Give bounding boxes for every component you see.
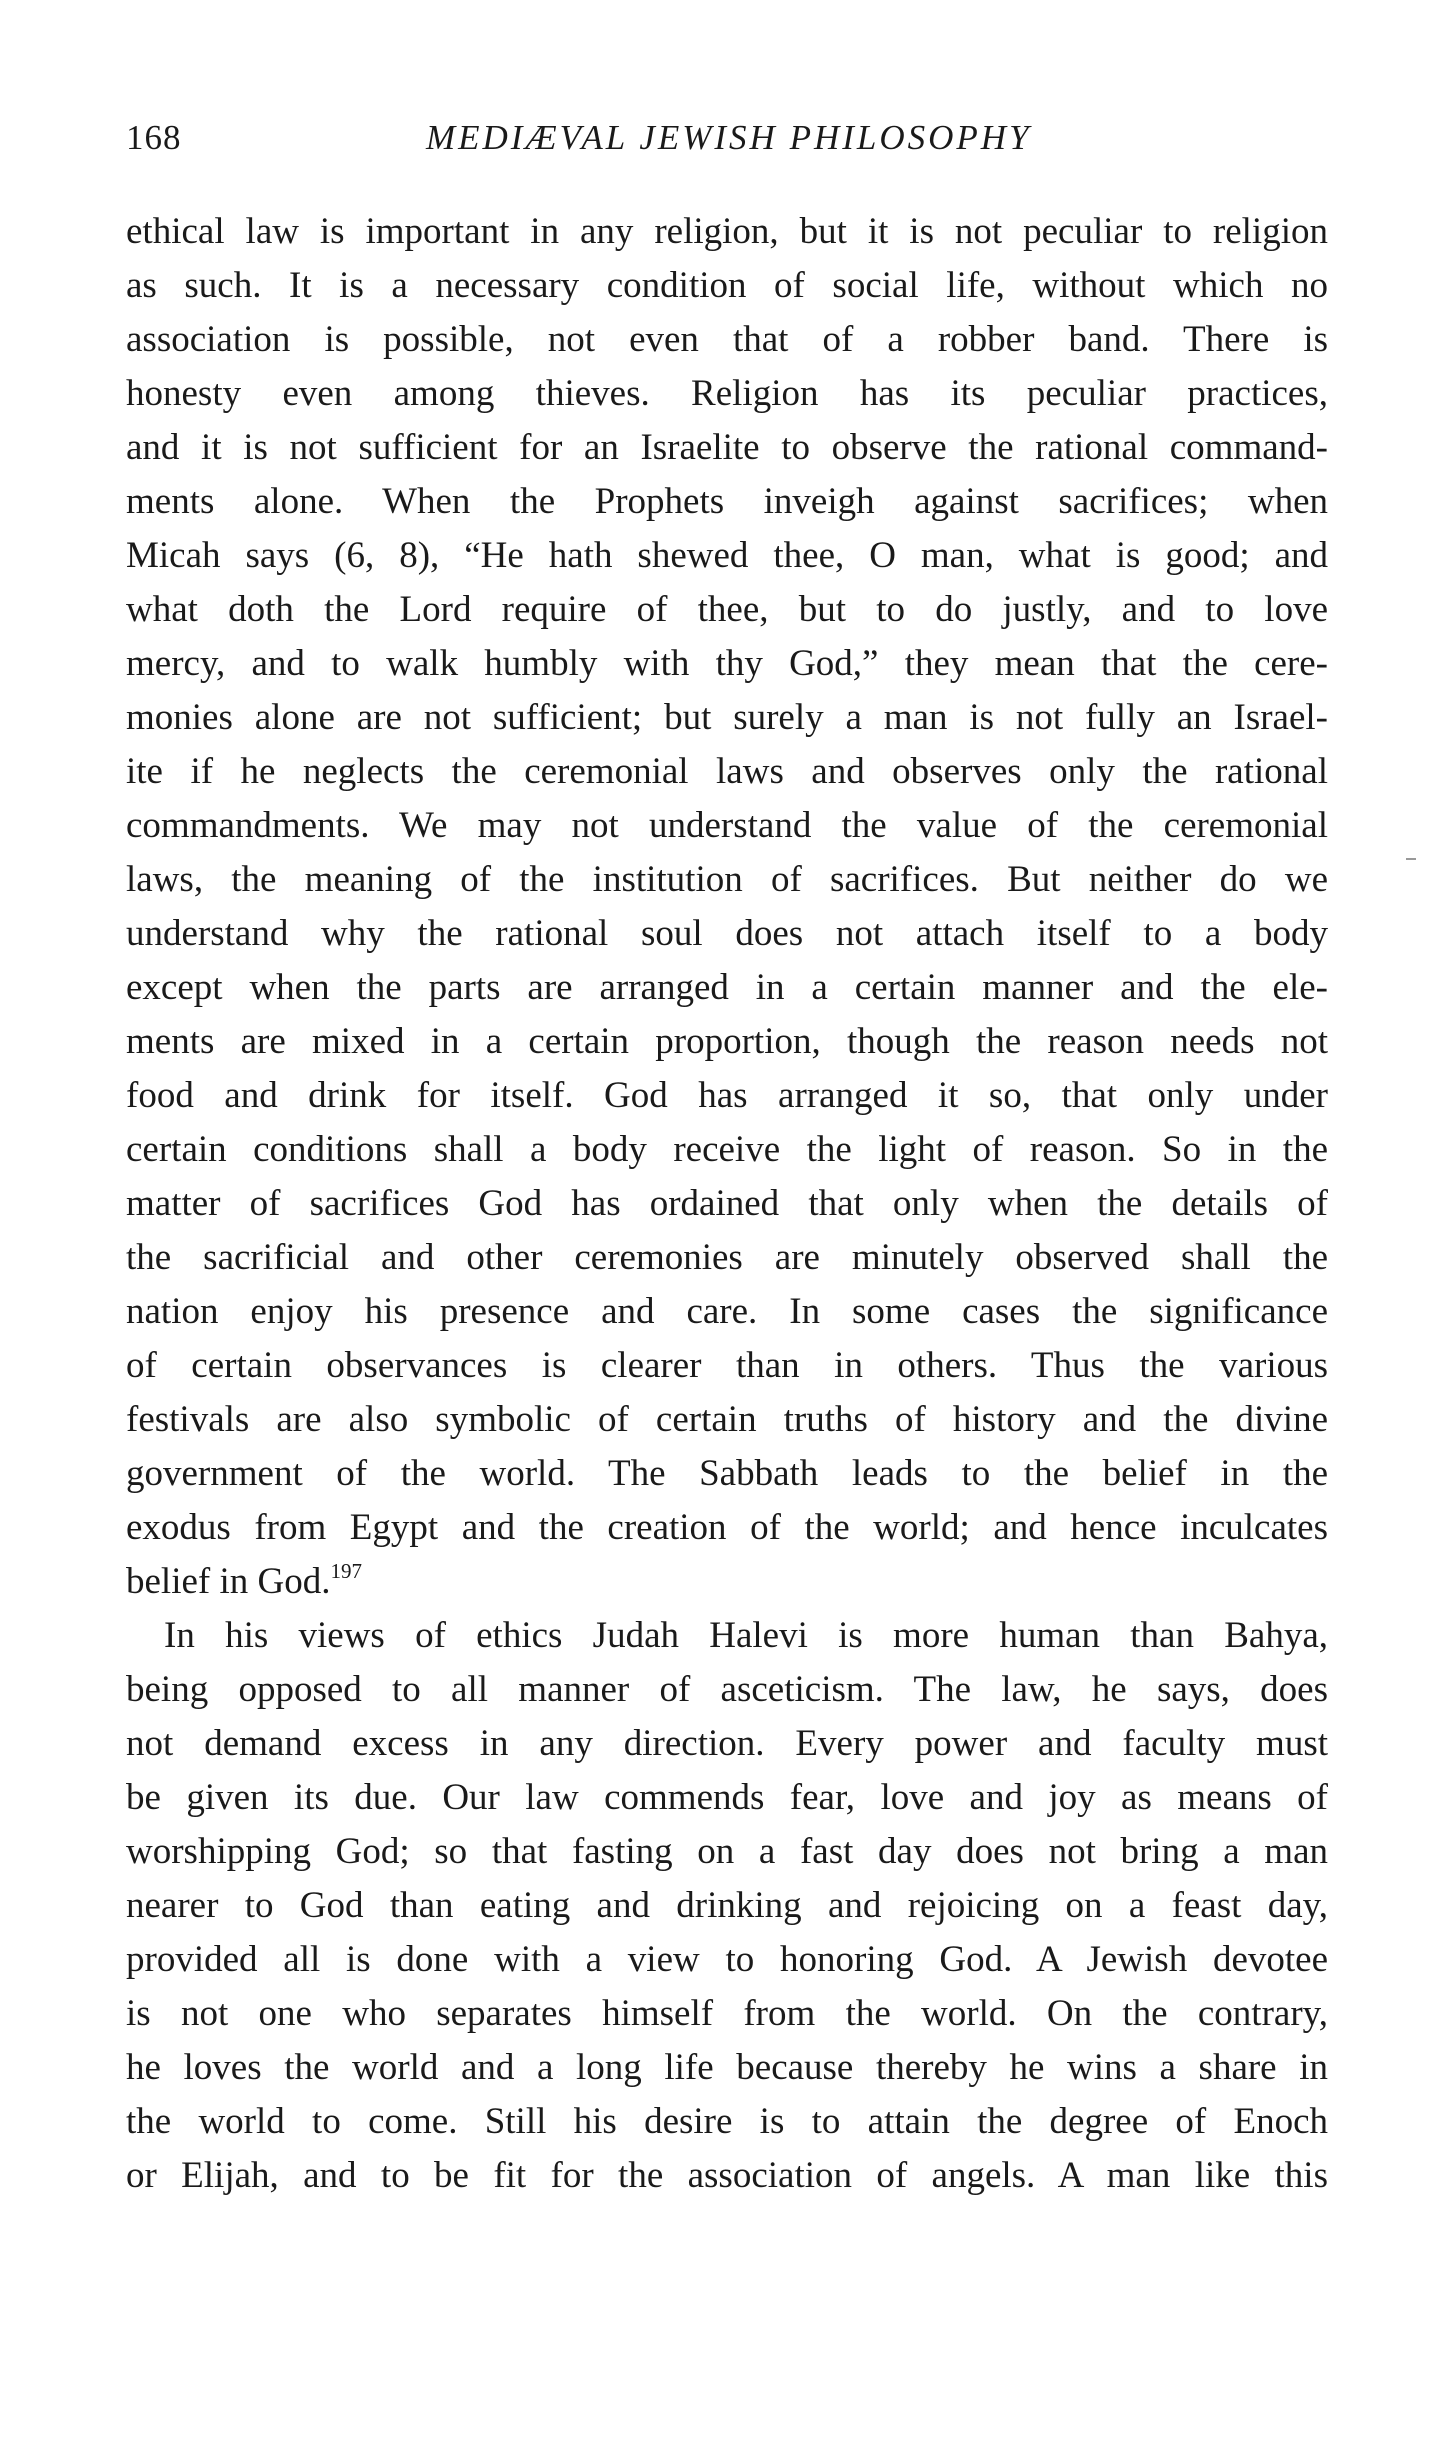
text-line: certain conditions shall a body receive the light of reason. So in the — [126, 1129, 1328, 1170]
text-line: as such. It is a necessary condition of social life, without which no — [126, 265, 1328, 306]
margin-mark — [1406, 858, 1416, 860]
text-line: In his views of ethics Judah Halevi is more human than Bahya, — [164, 1615, 1328, 1656]
body-text — [126, 205, 1328, 2203]
text-line: provided all is done with a view to honoring God. A Jewish devotee — [126, 1939, 1328, 1980]
text-line: ethical law is important in any religion, but it is not peculiar to religion — [126, 211, 1328, 252]
text-line: being opposed to all manner of asceticism. The law, he says, does — [126, 1669, 1328, 1710]
text-line: or Elijah, and to be fit for the association of angels. A man like this — [126, 2155, 1328, 2196]
text-line: he loves the world and a long life because thereby he wins a share in — [126, 2047, 1328, 2088]
text-line: the sacrificial and other ceremonies are minutely observed shall the — [126, 1237, 1328, 1278]
page-number: 168 — [126, 118, 182, 157]
text-line: festivals are also symbolic of certain truths of history and the divine — [126, 1399, 1328, 1440]
text-line: exodus from Egypt and the creation of the world; and hence inculcates — [126, 1507, 1328, 1548]
text-line — [126, 1555, 1328, 1609]
text-line: ments are mixed in a certain proportion, though the reason needs not — [126, 1021, 1328, 1062]
text-line: nearer to God than eating and drinking and rejoicing on a feast day, — [126, 1885, 1328, 1926]
text-line: nation enjoy his presence and care. In some cases the significance — [126, 1291, 1328, 1332]
text-line: matter of sacrifices God has ordained that only when the details of — [126, 1183, 1328, 1224]
text-line: honesty even among thieves. Religion has its peculiar practices, — [126, 373, 1328, 414]
paragraph-2 — [126, 1609, 1328, 2203]
text-line: and it is not sufficient for an Israelite to observe the rational command- — [126, 427, 1328, 468]
text-line: food and drink for itself. God has arranged it so, that only under — [126, 1075, 1328, 1116]
text-line: not demand excess in any direction. Every power and faculty must — [126, 1723, 1328, 1764]
text-line: is not one who separates himself from the world. On the contrary, — [126, 1993, 1328, 2034]
text-line: Micah says (6, 8), “He hath shewed thee, O man, what is good; and — [126, 535, 1328, 576]
text-line: ite if he neglects the ceremonial laws and observes only the rational — [126, 751, 1328, 792]
text-line: mercy, and to walk humbly with thy God,” they mean that the cere- — [126, 643, 1328, 684]
text-line: laws, the meaning of the institution of sacrifices. But neither do we — [126, 859, 1328, 900]
footnote-reference: 197 — [330, 1559, 362, 1583]
text-line: commandments. We may not understand the value of the ceremonial — [126, 805, 1328, 846]
text-line: ments alone. When the Prophets inveigh against sacrifices; when — [126, 481, 1328, 522]
running-head — [126, 118, 1326, 168]
text-line-end: belief in God. — [126, 1561, 331, 1602]
text-line: association is possible, not even that of a robber band. There is — [126, 319, 1328, 360]
running-title: MEDIÆVAL JEWISH PHILOSOPHY — [426, 118, 1032, 157]
text-line: of certain observances is clearer than in others. Thus the various — [126, 1345, 1328, 1386]
text-line: understand why the rational soul does not attach itself to a body — [126, 913, 1328, 954]
paragraph-1 — [126, 205, 1328, 1609]
text-line: government of the world. The Sabbath leads to the belief in the — [126, 1453, 1328, 1494]
text-line: what doth the Lord require of thee, but to do justly, and to love — [126, 589, 1328, 630]
text-line: monies alone are not sufficient; but surely a man is not fully an Israel- — [126, 697, 1328, 738]
text-line: except when the parts are arranged in a certain manner and the ele- — [126, 967, 1328, 1008]
text-line: worshipping God; so that fasting on a fast day does not bring a man — [126, 1831, 1328, 1872]
text-line: the world to come. Still his desire is to attain the degree of Enoch — [126, 2101, 1328, 2142]
text-line: be given its due. Our law commends fear, love and joy as means of — [126, 1777, 1328, 1818]
